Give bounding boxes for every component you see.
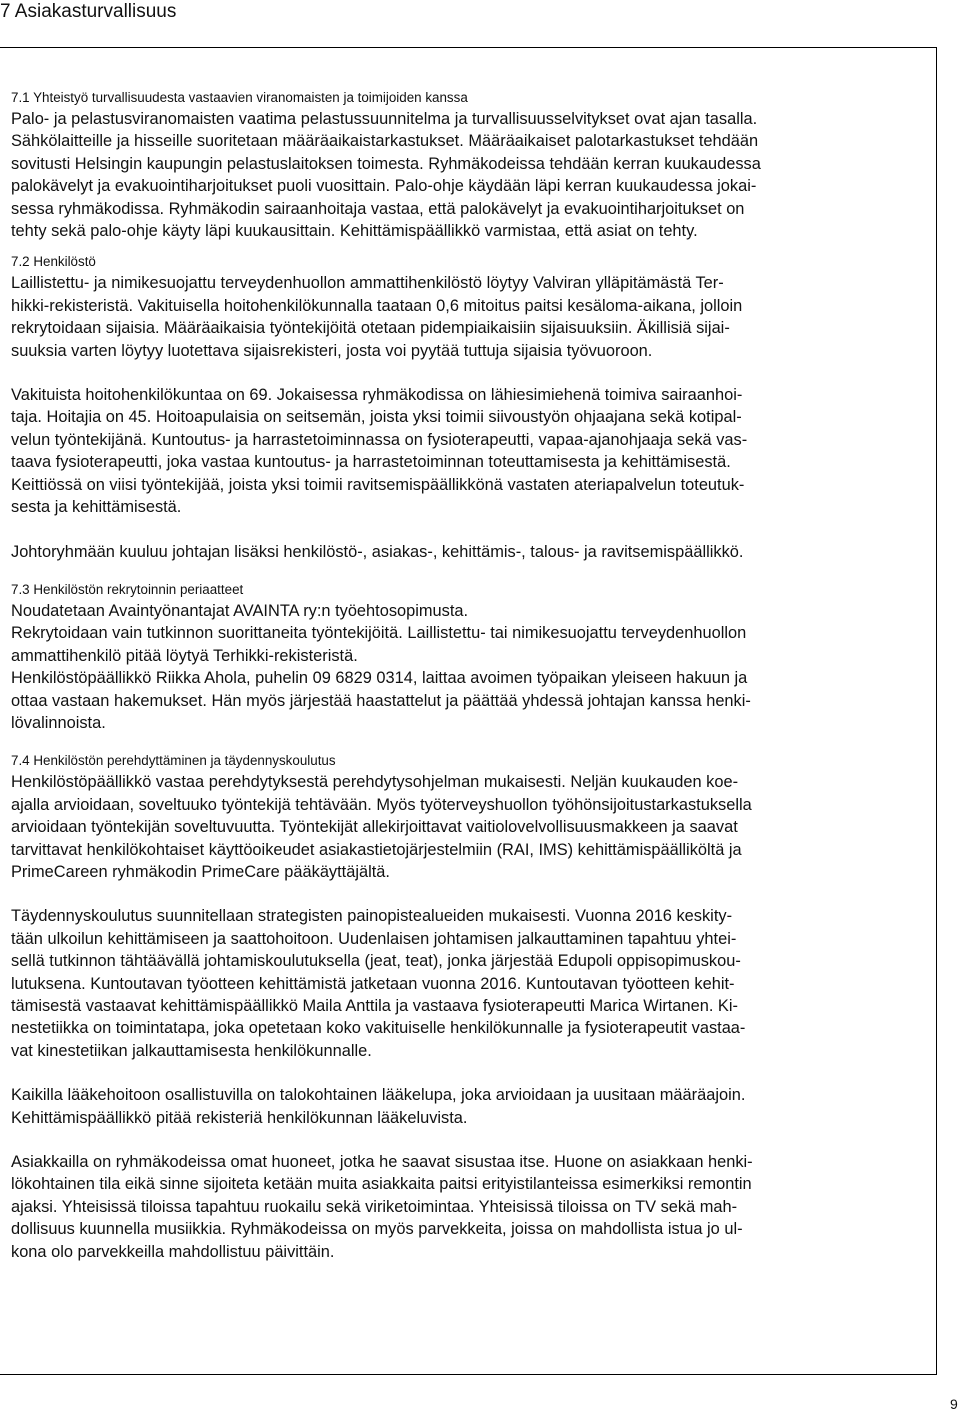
section-heading: 7.4 Henkilöstön perehdyttäminen ja täydennyskoulutus (11, 753, 336, 769)
text-line: hikki-rekisteristä. Vakituisella hoitohenkilökunnalla taataan 0,6 mitoitus paitsi kesäloma-aikana, jolloin (11, 296, 743, 315)
text-line: ammattihenkilö pitää löytyä Terhikki-rekisteristä. (11, 646, 358, 665)
text-line: Palo- ja pelastusviranomaisten vaatima pelastussuunnitelma ja turvallisuusselvitykset ovat ajan tasalla. (11, 110, 758, 128)
text-line: palokävelyt ja evakuointiharjoitukset puoli vuosittain. Palo-ohje käydään läpi kerran kuukaudessa jokai- (11, 177, 757, 196)
text-line: taava fysioterapeutti, joka vastaa kuntoutus- ja harrastetoiminnan toteuttamisesta ja kehittämisestä. (11, 453, 731, 472)
text-line: sessa ryhmäkodissa. Ryhmäkodin sairaanhoitaja vastaa, että palokävelyt ja evakuointiharjoitukset on (11, 199, 745, 218)
section-7-3 (11, 580, 931, 734)
paragraph (11, 905, 931, 1062)
text-line: PrimeCareen ryhmäkodin PrimeCare pääkäyttäjältä. (11, 862, 390, 881)
text-line: sesta ja kehittämisestä. (11, 498, 182, 517)
text-line: Asiakkailla on ryhmäkodeissa omat huoneet, jotka he saavat sisustaa itse. Huone on asiakkaan henki- (11, 1153, 753, 1172)
text-line: rekrytoidaan sijaisia. Määräaikaisia työntekijöitä otetaan pidempiaikaisiin sijaisuuksiin. Äkillisiä sijai- (11, 319, 730, 338)
text-line: lutuksena. Kuntoutavan työotteen kehittämistä jatketaan vuonna 2016. Kuntoutavan työotteen kehit- (11, 974, 735, 993)
text-line: Rekrytoidaan vain tutkinnon suorittaneita työntekijöitä. Laillistettu- tai nimikesuojattu terveydenhuollon (11, 624, 747, 643)
text-line: taja. Hoitajia on 45. Hoitoapulaisia on seitsemän, joista yksi toimii siivoustyön ohjaajana sekä kotipal- (11, 408, 742, 427)
text-line: nestetiikka on toimintatapa, joka opetetaan koko vakituiselle henkilökunnalle ja fysioterapeutit vastaa- (11, 1019, 746, 1038)
text-line: Johtoryhmään kuuluu johtajan lisäksi henkilöstö-, asiakas-, kehittämis-, talous- ja ravitsemispäällikkö. (11, 542, 744, 561)
paragraph (11, 600, 931, 734)
paragraph (11, 1151, 931, 1263)
paragraph (11, 384, 931, 518)
text-line: Henkilöstöpäällikkö vastaa perehdytyksestä perehdytysohjelman mukaisesti. Neljän kuukauden koe- (11, 773, 739, 792)
text-line: tehty sekä palo-ohje käyty läpi kuukausittain. Kehittämispäällikkö varmistaa, että asiat on tehty. (11, 222, 698, 241)
section-7-4 (11, 751, 931, 1263)
text-line: tään ulkoilun kehittämiseen ja saattohoitoon. Uudenlaisen johtamisen jalkauttaminen tapahtuu yhtei- (11, 929, 737, 948)
text-line: Täydennyskoulutus suunnitellaan strategisten painopistealueiden mukaisesti. Vuonna 2016 keskity- (11, 907, 733, 926)
text-line: Laillistettu- ja nimikesuojattu terveydenhuollon ammattihenkilöstö löytyy Valviran ylläpitämästä Ter- (11, 274, 724, 293)
text-line: sellä tutkinnon tähtäävällä johtamiskoulutuksella (jeat, teat), jonka järjestää Edupoli oppisopimuskou- (11, 952, 741, 971)
text-line: dollisuus kuunnella musiikkia. Ryhmäkodeissa on myös parvekkeita, joissa on mahdollista istua jo ul- (11, 1220, 743, 1239)
paragraph (11, 272, 931, 362)
text-line: vat kinestetiikan jalkauttamisesta henkilökunnalle. (11, 1041, 372, 1060)
text-line: suuksia varten löytyy luotettava sijaisrekisteri, josta voi pyytää tuttuja sijaisia työvuoroon. (11, 341, 653, 360)
document-body (11, 88, 931, 1263)
text-line: ottaa vastaan hakemukset. Hän myös järjestää haastattelut ja päättää yhdessä johtajan kanssa henki- (11, 691, 751, 710)
text-line: lökohtainen tila eikä sinne sijoiteta ketään muita asiakkaita paitsi erityistilanteissa esimerkiksi remontin (11, 1175, 752, 1194)
section-7-2 (11, 252, 931, 562)
text-line: Kehittämispäällikkö pitää rekisteriä henkilökunnan lääkeluvista. (11, 1108, 468, 1127)
text-line: sovitusti Helsingin kaupungin pelastuslaitoksen toimesta. Ryhmäkodeissa tehdään kerran kuukaudessa (11, 154, 761, 173)
text-line: Kaikilla lääkehoitoon osallistuvilla on talokohtainen lääkelupa, joka arvioidaan ja uusitaan määräajoin. (11, 1086, 746, 1105)
text-line: ajaksi. Yhteisissä tiloissa tapahtuu ruokailu sekä viriketoimintaa. Yhteisissä tiloissa on TV sekä mah- (11, 1197, 738, 1216)
paragraph (11, 108, 931, 242)
page-number: 9 (950, 1396, 958, 1412)
text-line: ajalla arvioidaan, soveltuuko työntekijä tehtävään. Myös työterveyshuollon työhönsijoitustarkastuksella (11, 795, 752, 814)
text-line: Keittiössä on viisi työntekijää, joista yksi toimii ravitsemispäällikkönä vastaten ateriapalvelun toteutuk- (11, 475, 745, 494)
text-line: tarvittavat henkilökohtaiset käyttöoikeudet asiakastietojärjestelmiin (RAI, IMS) kehittämispäälliköltä ja (11, 840, 742, 859)
text-line: velun työntekijänä. Kuntoutus- ja harrastetoiminnassa on fysioterapeutti, vapaa-ajanohjaaja sekä vas- (11, 430, 748, 449)
section-heading: 7.2 Henkilöstö (11, 254, 96, 270)
section-heading: 7.3 Henkilöstön rekrytoinnin periaatteet (11, 581, 244, 597)
paragraph (11, 1084, 931, 1129)
text-line: kona olo parvekkeilla mahdollistuu päivittäin. (11, 1242, 335, 1261)
text-line: Sähkölaitteille ja hisseille suoritetaan määräaikaistarkastukset. Määräaikaiset palotarkastukset tehdään (11, 132, 759, 151)
text-line: tämisestä vastaavat kehittämispäällikkö Maila Anttila ja vastaava fysioterapeutti Marica Wirtanen. Ki- (11, 997, 738, 1015)
page-title: 7 Asiakasturvallisuus (0, 1, 177, 22)
text-line: Henkilöstöpäällikkö Riikka Ahola, puhelin 09 6829 0314, laittaa avoimen työpaikan yleiseen hakuun ja (11, 669, 748, 688)
section-heading: 7.1 Yhteistyö turvallisuudesta vastaavien viranomaisten ja toimijoiden kanssa (11, 90, 468, 105)
text-line: arvioidaan työntekijän soveltuvuutta. Työntekijät allekirjoittavat vaitiolovelvollisuusmakkeen ja saavat (11, 818, 738, 837)
section-7-1 (11, 88, 931, 242)
text-line: lövalinnoista. (11, 713, 106, 732)
text-line: Noudatetaan Avaintyönantajat AVAINTA ry:n työehtosopimusta. (11, 601, 469, 620)
paragraph (11, 541, 931, 563)
text-line: Vakituista hoitohenkilökuntaa on 69. Jokaisessa ryhmäkodissa on lähiesimiehenä toimiva sairaanhoi- (11, 386, 743, 405)
paragraph (11, 771, 931, 883)
